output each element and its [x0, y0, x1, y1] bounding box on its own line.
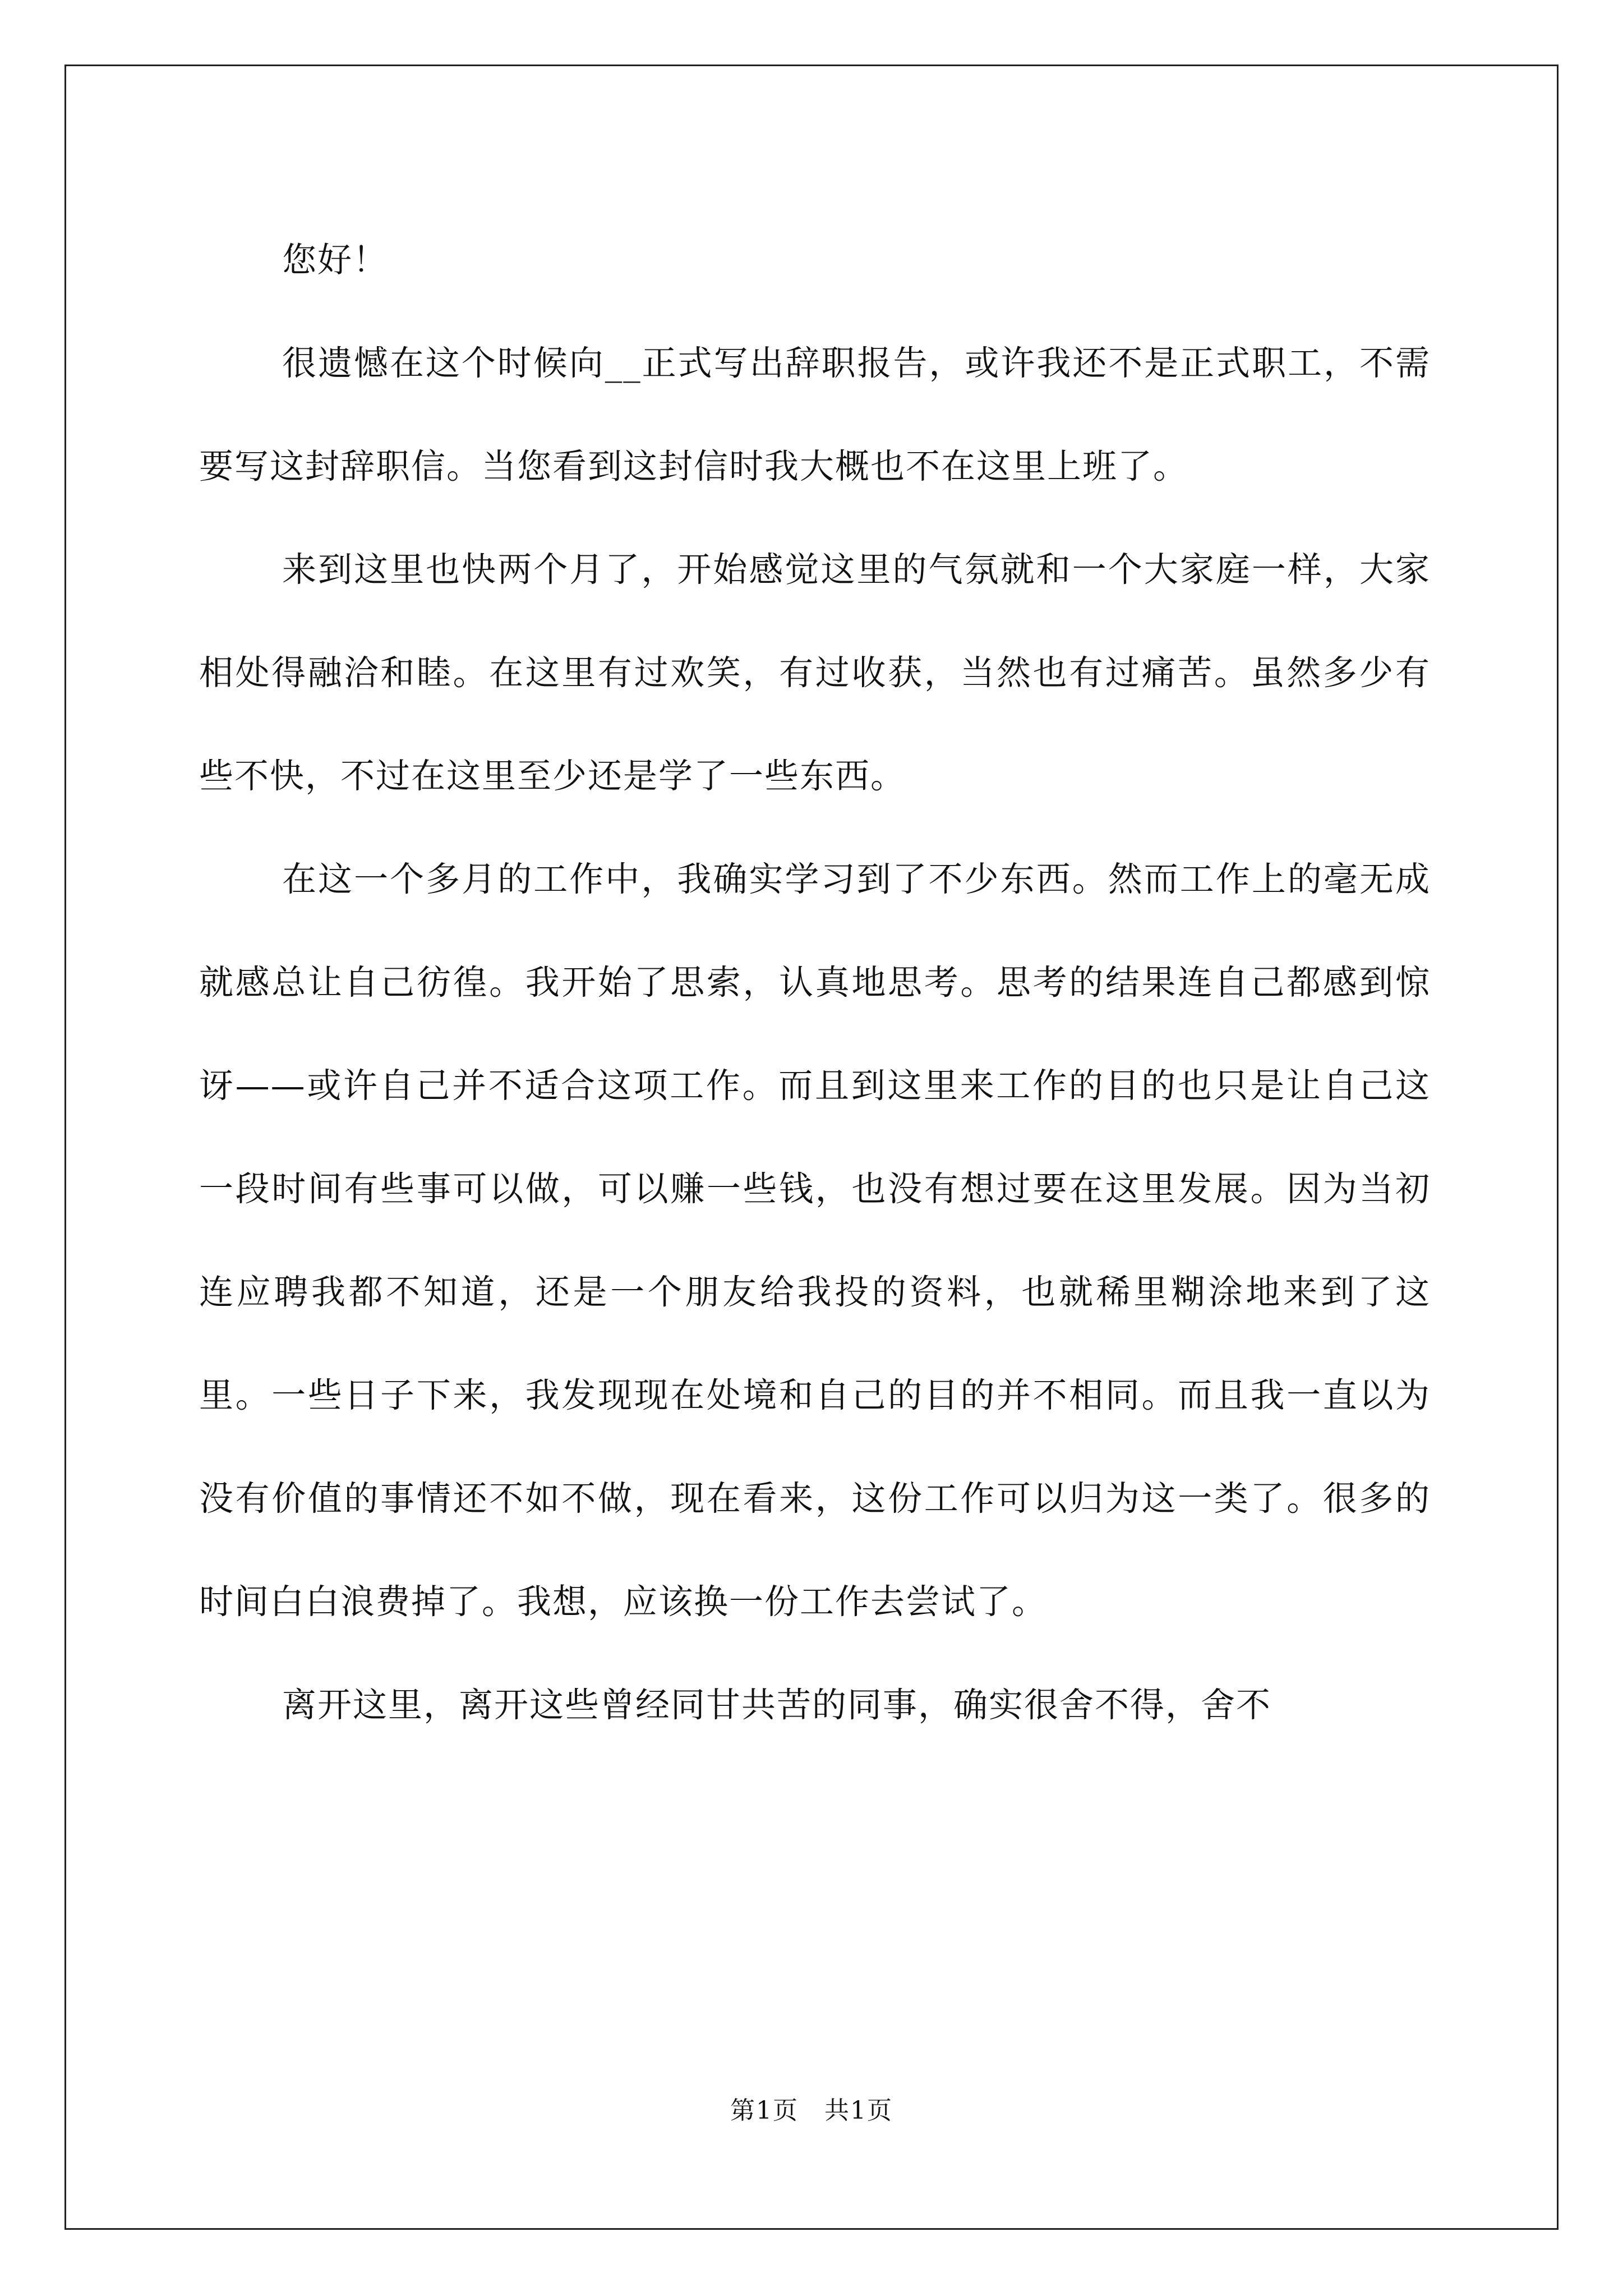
paragraph-2: 来到这里也快两个月了，开始感觉这里的气氛就和一个大家庭一样，大家相处得融洽和睦。在这里有过欢笑，有过收获，当然也有过痛苦。虽然多少有些不快，不过在这里至少还是学了一些东西。 [199, 550, 1431, 796]
greeting: 您好！ [282, 240, 389, 280]
letter-body [199, 209, 1431, 1757]
paragraph-4: 离开这里，离开这些曾经同甘共苦的同事，确实很舍不得，舍不 [282, 1685, 1272, 1725]
paragraph-3: 在这一个多月的工作中，我确实学习到了不少东西。然而工作上的毫无成就感总让自己彷徨。我开始了思索，认真地思考。思考的结果连自己都感到惊讶——或许自己并不适合这项工作。而且到这里来工作的目的也只是让自己这一段时间有些事可以做，可以赚一些钱，也没有想过要在这里发展。因为当初连应聘我都不知道，还是一个朋友给我投的资料，也就稀里糊涂地来到了这里。一些日子下来，我发现现在处境和自己的目的并不相同。而且我一直以为没有价值的事情还不如不做，现在看来，这份工作可以归为这一类了。很多的时间白白浪费掉了。我想，应该换一份工作去尝试了。 [199, 859, 1431, 1622]
paragraph-1: 很遗憾在这个时候向__正式写出辞职报告，或许我还不是正式职工，不需要写这封辞职信。当您看到这封信时我大概也不在这里上班了。 [199, 343, 1431, 486]
page-number-footer: 第1页 共1页 [730, 2096, 893, 2125]
